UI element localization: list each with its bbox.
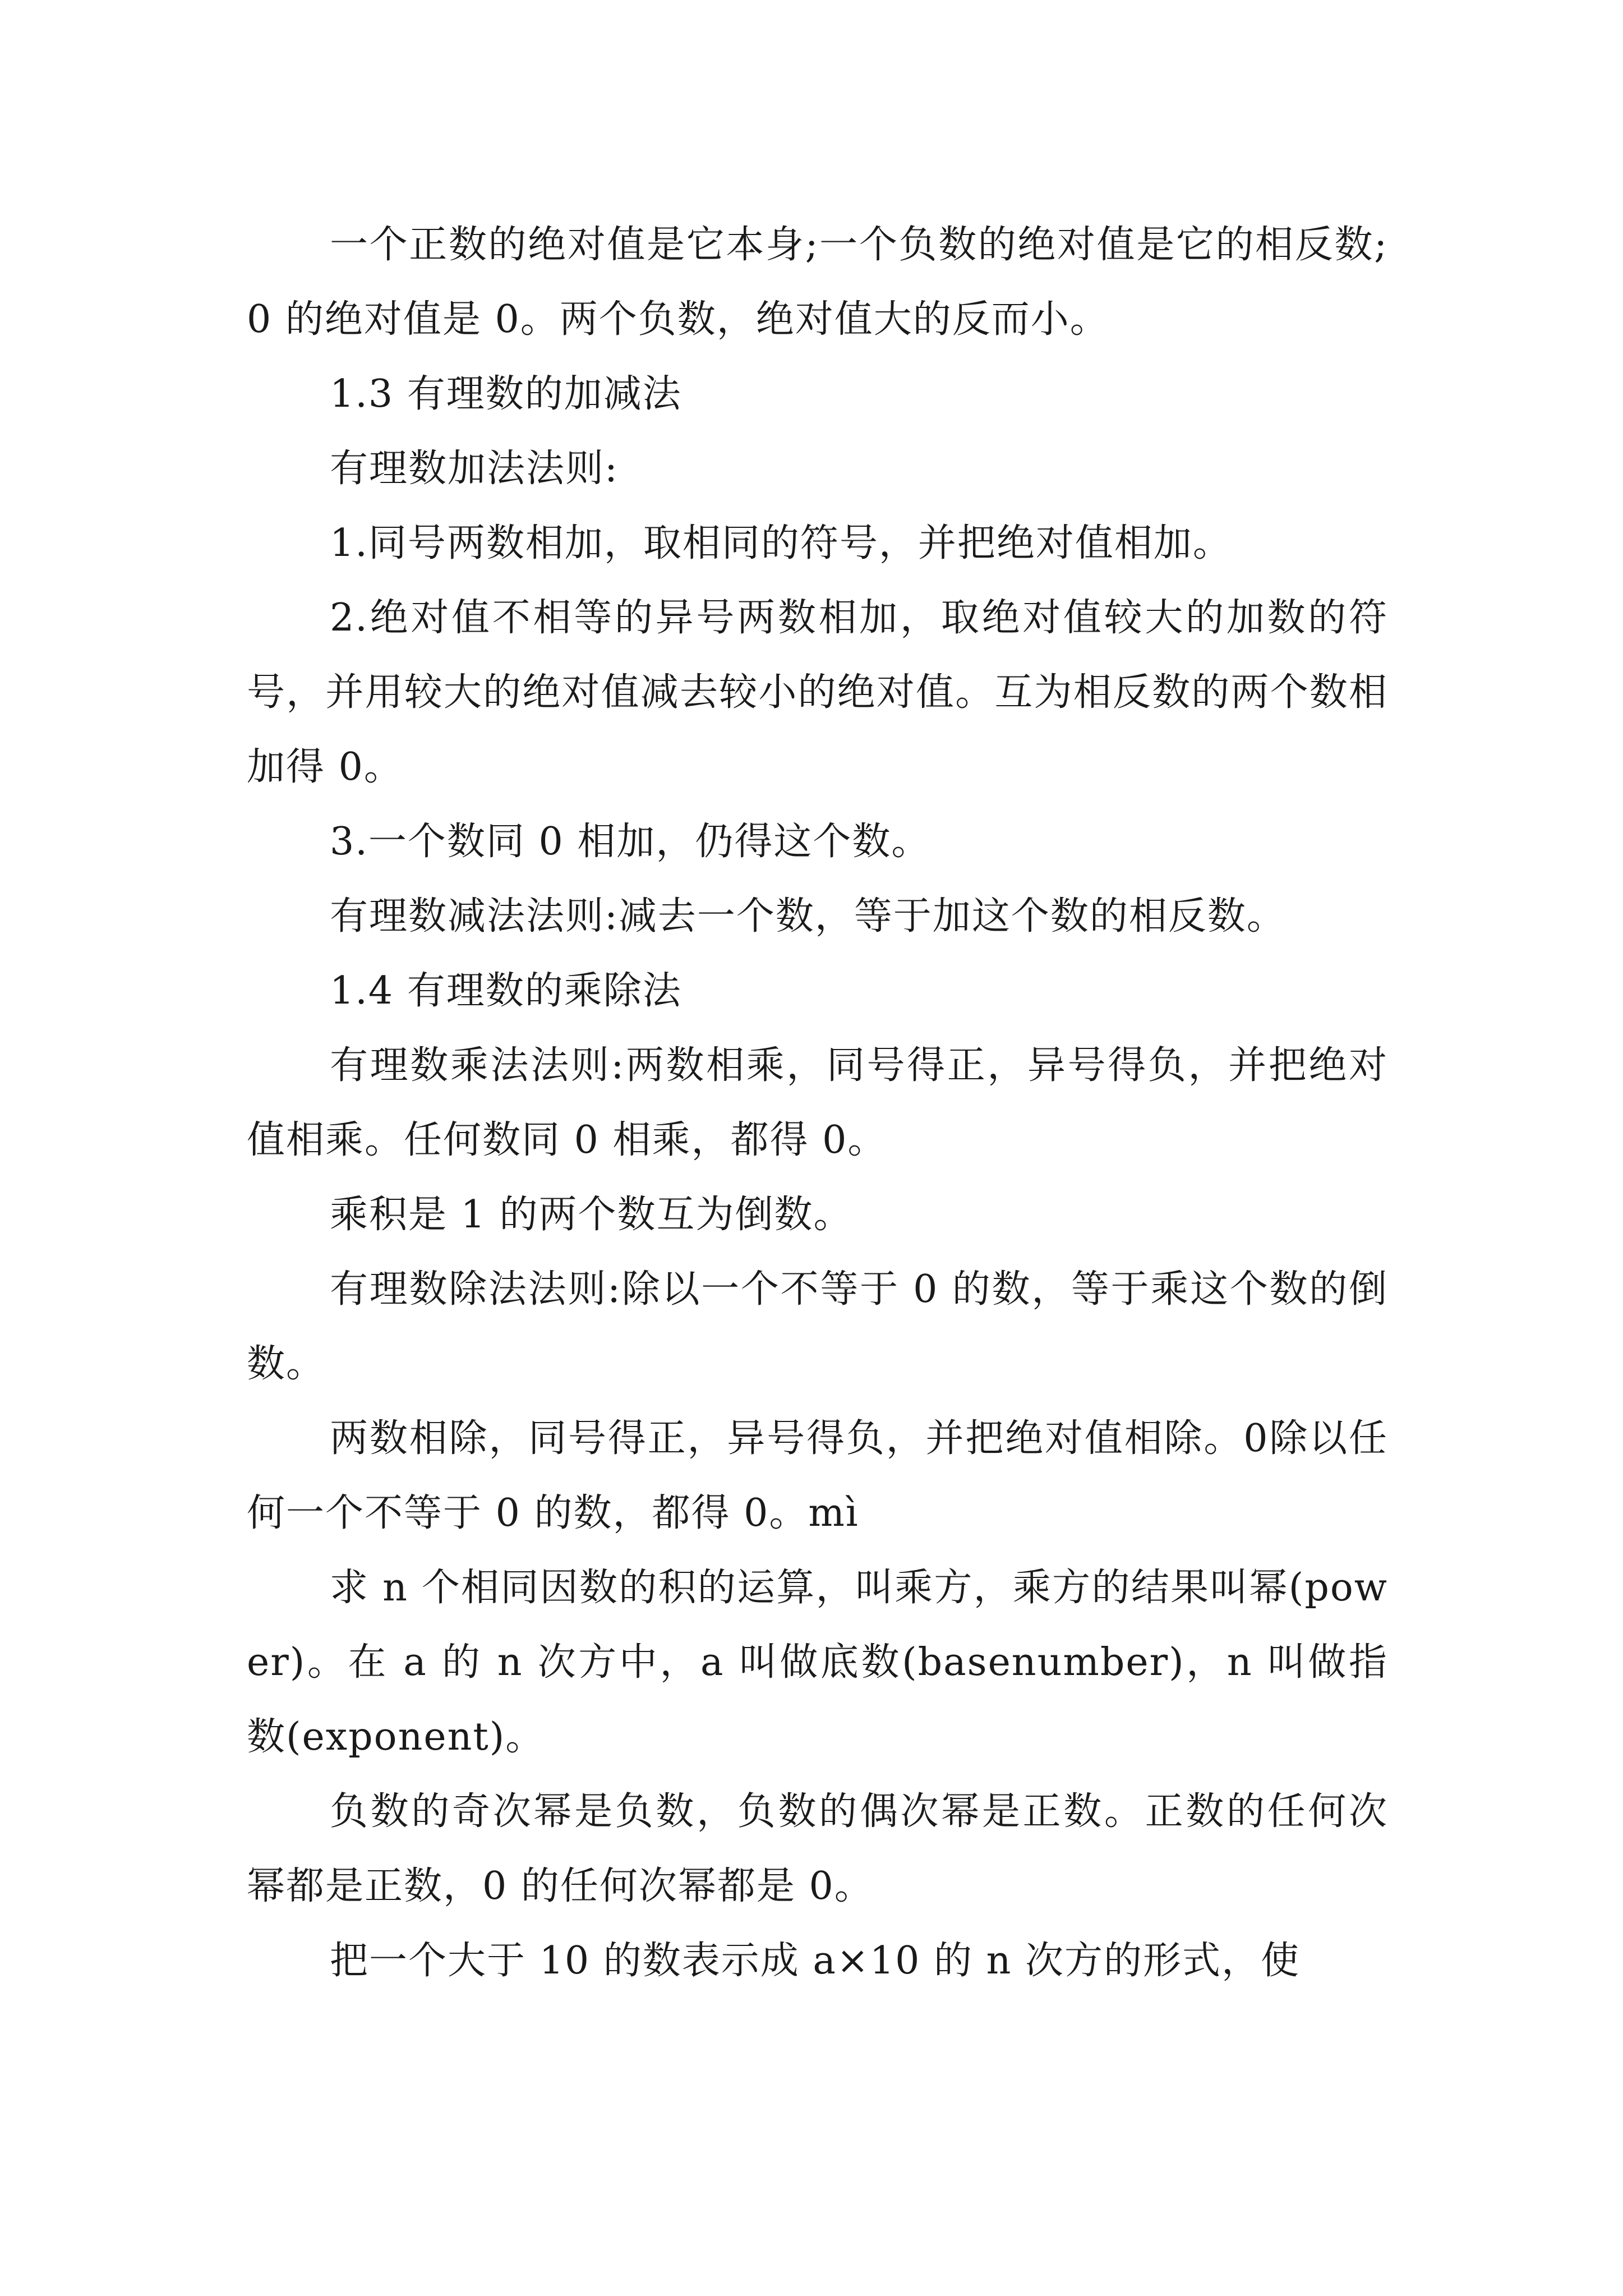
paragraph-addition-rule-2: 2.绝对值不相等的异号两数相加，取绝对值较大的加数的符号，并用较大的绝对值减去较小的绝对值。互为相反数的两个数相加得 0。 <box>247 596 1388 789</box>
paragraph-power-definition: 求 n 个相同因数的积的运算，叫乘方，乘方的结果叫幂(power)。在 a 的 n 次方中，a 叫做底数(basenumber)，n 叫做指数(exponent)。 <box>247 1566 1388 1759</box>
paragraph-subtraction-rule: 有理数减法法则:减去一个数，等于加这个数的相反数。 <box>330 894 1286 938</box>
paragraph-multiplication-rule: 有理数乘法法则:两数相乘，同号得正，异号得负，并把绝对值相乘。任何数同 0 相乘，都得 0。 <box>247 1043 1388 1162</box>
heading-1-4-multiplication-division: 1.4 有理数的乘除法 <box>330 969 682 1013</box>
paragraph-addition-rule-title: 有理数加法法则: <box>330 447 619 491</box>
paragraph-division-rule: 有理数除法法则:除以一个不等于 0 的数，等于乘这个数的倒数。 <box>247 1267 1388 1386</box>
paragraph-reciprocal: 乘积是 1 的两个数互为倒数。 <box>330 1193 853 1237</box>
heading-1-3-addition-subtraction: 1.3 有理数的加减法 <box>330 372 682 416</box>
paragraph-absolute-value: 一个正数的绝对值是它本身;一个负数的绝对值是它的相反数;0 的绝对值是 0。两个负数，绝对值大的反而小。 <box>247 223 1388 342</box>
paragraph-division-signs: 两数相除，同号得正，异号得负，并把绝对值相除。0除以任何一个不等于 0 的数，都得 0。mì <box>247 1416 1388 1535</box>
paragraph-addition-rule-3: 3.一个数同 0 相加，仍得这个数。 <box>330 820 931 864</box>
paragraph-scientific-notation: 把一个大于 10 的数表示成 a×10 的 n 次方的形式，使 <box>330 1939 1301 1983</box>
paragraph-power-signs: 负数的奇次幂是负数，负数的偶次幂是正数。正数的任何次幂都是正数，0 的任何次幂都是 0。 <box>247 1789 1388 1908</box>
document-body <box>247 208 1388 1998</box>
paragraph-addition-rule-1: 1.同号两数相加，取相同的符号，并把绝对值相加。 <box>330 521 1232 565</box>
